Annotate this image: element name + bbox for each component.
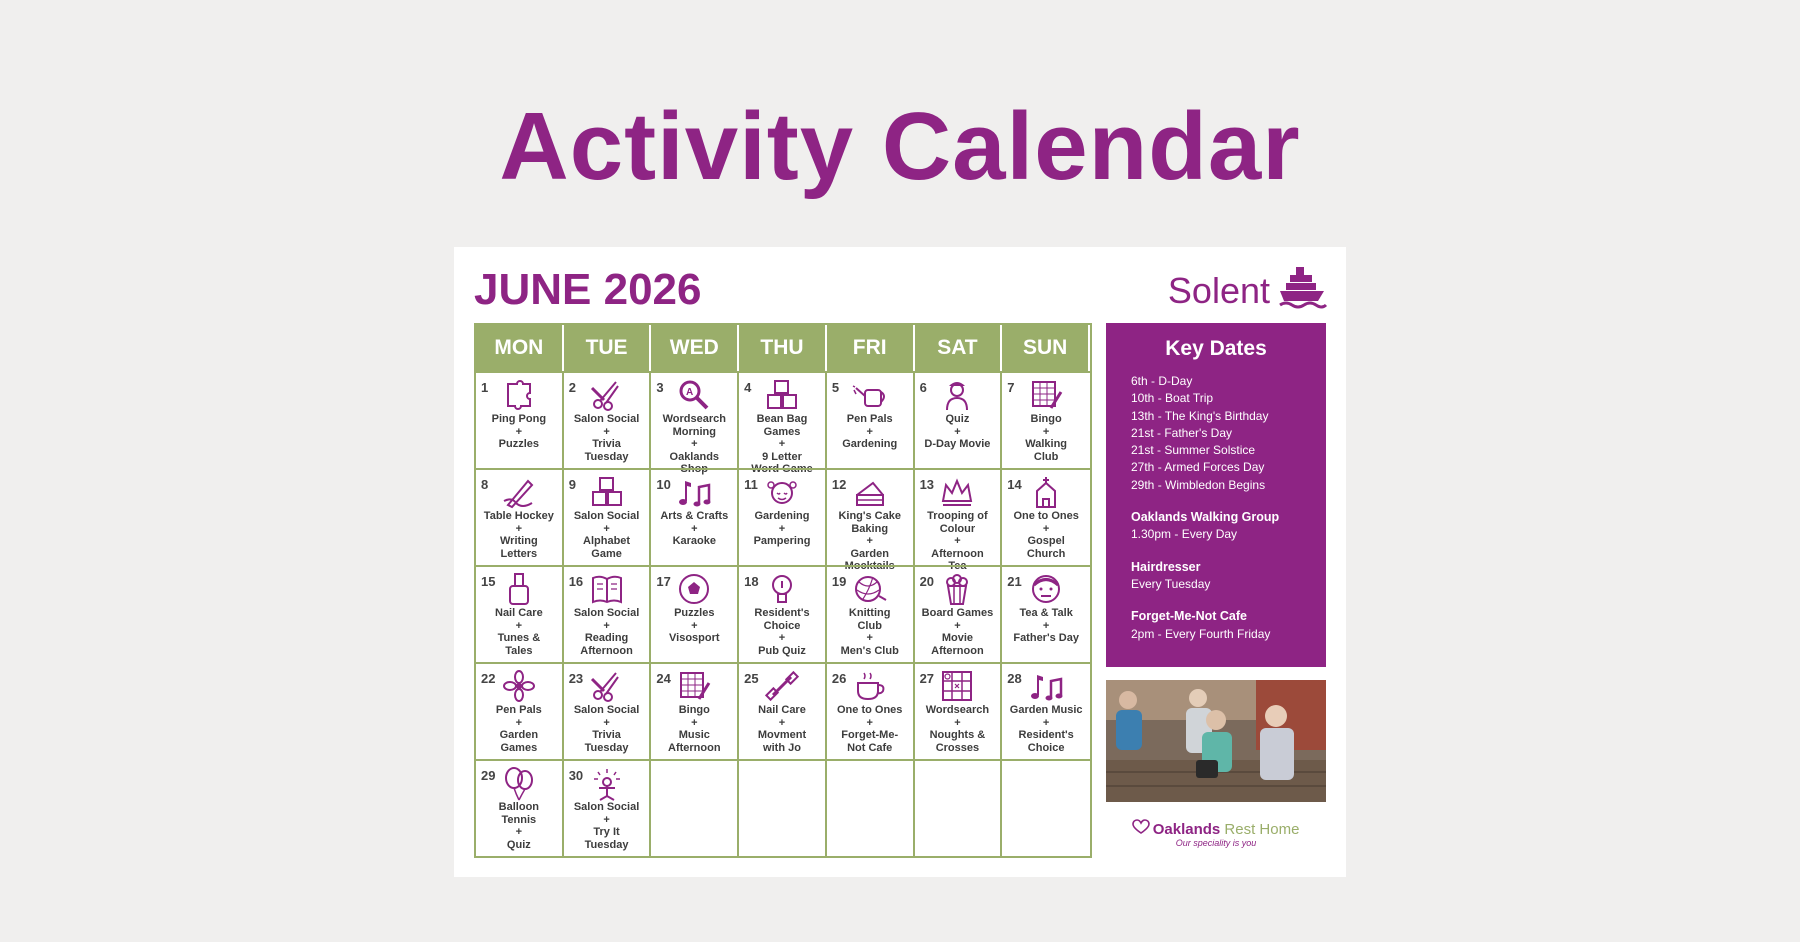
activity-line: 9 Letter [762, 450, 802, 463]
activity-line: + [1042, 619, 1050, 632]
nail-polish-icon [502, 572, 536, 606]
key-date-item: 6th - D-Day [1131, 374, 1193, 388]
day-activities [565, 801, 649, 851]
activity-line: Game [591, 547, 622, 560]
activity-line: Choice [1027, 741, 1065, 754]
day-activities [1003, 607, 1089, 645]
weekday-header-sat: SAT [915, 325, 1003, 371]
empty-cell [915, 759, 1003, 856]
day-cell-26 [827, 662, 915, 759]
activity-line: Not Cafe [847, 741, 893, 754]
activity-line: Salon Social [573, 801, 640, 813]
weekday-header-mon: MON [476, 325, 564, 371]
activity-line: Wordsearch [662, 413, 726, 425]
relaxed-face-icon [765, 475, 799, 509]
magnifier-abc-icon [677, 378, 711, 412]
teacup-icon [853, 669, 887, 703]
day-activities [740, 607, 824, 657]
day-cell-20 [915, 565, 1003, 662]
day-activities [652, 607, 736, 645]
day-number: 23 [568, 671, 584, 686]
key-section-heading: Oaklands Walking Group [1131, 510, 1280, 525]
activity-line: Club [1033, 450, 1059, 463]
day-cell-25 [739, 662, 827, 759]
activity-line: + [1042, 716, 1050, 729]
page-title: Activity Calendar [499, 93, 1301, 200]
day-activities [652, 510, 736, 548]
svg-text:A: A [686, 387, 694, 398]
music-note-icon [1029, 669, 1063, 703]
activity-line: with Jo [763, 741, 801, 754]
activity-line: D-Day Movie [924, 438, 991, 450]
day-number: 7 [1007, 380, 1015, 395]
day-activities [916, 413, 1000, 451]
day-cell-29 [476, 759, 564, 856]
day-cell-14 [1002, 468, 1090, 565]
day-activities [1003, 704, 1089, 754]
day-cell-23 [564, 662, 652, 759]
activity-line: Walking [1025, 438, 1068, 450]
day-cell-8 [476, 468, 564, 565]
key-dates-list [1131, 373, 1312, 494]
day-cell-5 [827, 371, 915, 468]
key-date-item: 13th - The King's Birthday [1131, 408, 1269, 423]
activity-line: One to Ones [837, 704, 903, 716]
activity-line: + [954, 425, 961, 438]
activity-line: Pampering [753, 535, 811, 547]
day-number: 25 [744, 671, 759, 686]
activity-line: Letters [500, 547, 538, 560]
activity-line: + [691, 716, 698, 729]
popcorn-icon [940, 572, 974, 606]
day-cell-1 [476, 371, 564, 468]
dumbbell-icon [765, 669, 799, 703]
day-activities [477, 607, 561, 657]
activity-line: Quiz [945, 413, 970, 425]
day-cell-12 [827, 468, 915, 572]
day-activities [740, 704, 824, 754]
church-icon [1029, 475, 1063, 509]
activity-line: Garden [850, 547, 889, 560]
oaklands-logo [1106, 810, 1326, 860]
ship-icon [1278, 265, 1326, 316]
activity-line: + [515, 425, 523, 438]
activity-line: Puzzles [498, 438, 540, 450]
activity-line: + [778, 438, 786, 450]
activity-line: Word Game [751, 463, 813, 475]
logo-suffix: Rest Home [1220, 821, 1300, 838]
activity-line: Tunes & [497, 632, 541, 644]
activity-line: Bean Bag [756, 413, 808, 425]
letter-blocks-icon [765, 378, 799, 412]
key-dates-title: Key Dates [1165, 337, 1267, 360]
day-cell-7 [1002, 371, 1090, 468]
activity-line: Reading [584, 632, 629, 644]
empty-cell [739, 759, 827, 856]
residents-photo [1106, 680, 1326, 802]
day-number: 13 [919, 477, 935, 492]
key-date-item: 10th - Boat Trip [1131, 391, 1214, 406]
scissors-comb-icon [590, 669, 624, 703]
activity-line: Tea [948, 560, 967, 572]
activity-line: Table Hockey [483, 510, 554, 522]
activity-line: Salon Social [573, 413, 640, 425]
day-cell-10 [651, 468, 739, 565]
logo-tagline: Our speciality is you [1175, 838, 1257, 848]
day-activities [477, 510, 561, 560]
key-sections [1131, 509, 1312, 643]
logo-name: Oaklands [1152, 821, 1221, 838]
activity-line: + [866, 425, 873, 438]
day-cell-3 [651, 371, 739, 475]
day-number: 18 [744, 574, 759, 589]
activity-line: + [691, 619, 698, 632]
weekday-header-thu: THU [739, 325, 827, 371]
activity-line: Movment [757, 729, 807, 741]
activity-line: + [603, 522, 610, 535]
day-cell-6 [915, 371, 1003, 468]
activity-line: + [515, 619, 523, 632]
activity-line: Resident's [1018, 729, 1074, 741]
activity-line: Visosport [669, 632, 720, 644]
day-cell-19 [827, 565, 915, 662]
key-section-detail: 2pm - Every Fourth Friday [1131, 626, 1271, 641]
activity-line: Bingo [1030, 413, 1062, 425]
day-number: 29 [481, 768, 496, 783]
activity-line: Tuesday [584, 838, 629, 851]
day-number: 8 [481, 477, 489, 492]
noughts-crosses-icon [940, 669, 974, 703]
activity-line: Trooping of [927, 510, 988, 522]
lightbulb-icon [765, 572, 799, 606]
activity-line: + [778, 522, 786, 535]
weekday-header-sun: SUN [1002, 325, 1090, 371]
letter-blocks-icon [590, 475, 624, 509]
day-number: 16 [568, 574, 584, 589]
day-activities [1003, 510, 1089, 560]
soldier-icon [940, 378, 974, 412]
activity-line: Balloon [498, 801, 540, 813]
activity-line: Wordsearch [925, 704, 990, 716]
activity-line: Arts & Crafts [660, 510, 729, 522]
activity-line: Try It [593, 826, 620, 838]
activity-line: + [866, 632, 873, 644]
activity-line: Afternoon [580, 644, 633, 657]
football-icon [677, 572, 711, 606]
day-number: 14 [1007, 477, 1022, 492]
day-number: 9 [568, 477, 576, 492]
crown-icon [940, 475, 974, 509]
day-activities [828, 704, 912, 754]
day-cell-27 [915, 662, 1003, 759]
activity-line: Mocktails [844, 560, 895, 572]
day-number: 5 [831, 380, 840, 395]
day-number: 4 [744, 380, 752, 395]
day-cell-17 [651, 565, 739, 662]
weekday-header-wed: WED [651, 325, 739, 371]
activity-line: + [691, 522, 698, 535]
activity-line: King's Cake [838, 510, 901, 522]
activity-line: Games [500, 741, 538, 754]
day-number: 27 [919, 671, 935, 686]
activity-line: Alphabet [583, 535, 631, 547]
activity-line: Writing [500, 535, 538, 547]
day-cell-24 [651, 662, 739, 759]
activity-line: Colour [939, 522, 976, 535]
activity-line: Quiz [506, 838, 531, 851]
activity-line: + [778, 716, 786, 729]
day-activities [652, 413, 736, 476]
activity-line: Noughts & [929, 729, 986, 741]
calendar-grid [474, 323, 1092, 858]
activity-line: + [1042, 522, 1050, 535]
activity-line: Tuesday [584, 741, 629, 754]
month-title: JUNE 2026 [474, 265, 702, 314]
activity-line: + [866, 535, 873, 547]
activity-line: Resident's [754, 607, 810, 619]
day-activities [916, 607, 1000, 657]
activity-line: One to Ones [1013, 510, 1079, 522]
day-activities [916, 510, 1000, 573]
day-cell-18 [739, 565, 827, 662]
activity-line: + [603, 813, 610, 826]
activity-line: Afternoon [931, 547, 984, 560]
activity-line: + [603, 425, 610, 438]
activity-line: Crosses [935, 741, 980, 754]
activity-line: Board Games [921, 607, 994, 619]
day-cell-2 [564, 371, 652, 468]
activity-line: Tea & Talk [1019, 607, 1073, 619]
activity-line: + [866, 716, 873, 729]
calendar-card [454, 247, 1346, 877]
activity-line: Club [857, 619, 882, 632]
activity-line: Karaoke [672, 535, 716, 547]
activity-line: Nail Care [758, 704, 806, 716]
day-number: 28 [1007, 671, 1022, 686]
key-date-item: 21st - Father's Day [1131, 425, 1232, 440]
empty-cell [1002, 759, 1090, 856]
key-date-item: 27th - Armed Forces Day [1131, 460, 1265, 475]
activity-line: Forget-Me- [841, 729, 899, 741]
empty-cell [651, 759, 739, 856]
day-activities [1003, 413, 1089, 463]
puzzle-icon [502, 378, 536, 412]
day-number: 1 [481, 380, 489, 395]
day-activities [740, 413, 824, 476]
day-number: 24 [656, 671, 671, 686]
activity-line: Choice [763, 619, 801, 632]
activity-line: Baking [851, 522, 889, 535]
brand-name: Solent [1167, 269, 1270, 311]
activity-line: + [954, 716, 961, 729]
activity-line: Garden [499, 729, 539, 741]
activity-line: Puzzles [674, 607, 715, 619]
day-cell-11 [739, 468, 827, 565]
balloons-icon [502, 766, 536, 800]
writing-hand-icon [502, 475, 536, 509]
activity-line: + [515, 826, 523, 838]
key-section-heading: Hairdresser [1131, 559, 1201, 574]
activity-line: + [778, 632, 786, 644]
key-section-detail: 1.30pm - Every Day [1131, 527, 1238, 542]
weekday-header-fri: FRI [827, 325, 915, 371]
day-activities [828, 413, 912, 451]
activity-line: Ping Pong [491, 413, 547, 425]
day-number: 15 [481, 574, 496, 589]
flower-icon [502, 669, 536, 703]
activity-line: + [515, 716, 523, 729]
day-number: 10 [656, 477, 671, 492]
activity-line: Pub Quiz [758, 644, 806, 657]
day-cell-30 [564, 759, 652, 856]
day-activities [652, 704, 736, 754]
activity-line: Afternoon [668, 741, 721, 754]
activity-line: Shop [680, 463, 709, 475]
day-activities [916, 704, 1000, 754]
day-number: 21 [1007, 574, 1022, 589]
activity-line: + [603, 716, 610, 729]
watering-can-icon [853, 378, 887, 412]
day-activities [740, 510, 824, 548]
day-cell-21 [1002, 565, 1090, 662]
heart-icon [1133, 821, 1153, 838]
day-number: 19 [831, 574, 847, 589]
day-number: 17 [656, 574, 671, 589]
activity-line: + [691, 438, 698, 450]
activity-line: Tales [505, 644, 533, 657]
activity-line: + [1042, 425, 1050, 438]
activity-line: Music [678, 729, 710, 741]
activity-line: Gospel [1027, 535, 1065, 547]
activity-line: Garden Music [1009, 704, 1083, 716]
day-cell-28 [1002, 662, 1090, 759]
day-activities [828, 607, 912, 657]
day-number: 22 [481, 671, 496, 686]
activity-line: Men's Club [840, 644, 899, 657]
bingo-card-icon [1029, 378, 1063, 412]
day-number: 12 [831, 477, 847, 492]
day-cell-15 [476, 565, 564, 662]
activity-line: Salon Social [573, 607, 640, 619]
empty-cell [827, 759, 915, 856]
activity-line: Knitting [848, 607, 891, 619]
activity-line: + [954, 535, 961, 547]
day-activities [565, 510, 649, 560]
day-number: 11 [744, 477, 758, 492]
activity-line: Trivia [592, 438, 621, 450]
activity-line: Trivia [592, 729, 621, 741]
day-number: 2 [568, 380, 576, 395]
day-activities [477, 801, 561, 851]
day-activities [565, 607, 649, 657]
day-cell-16 [564, 565, 652, 662]
activity-line: + [954, 619, 961, 632]
activity-line: + [515, 522, 523, 535]
activity-line: Father's Day [1013, 632, 1079, 644]
activity-line: Gardening [842, 438, 898, 450]
day-activities [828, 510, 912, 573]
man-face-icon [1029, 572, 1063, 606]
activity-line: Salon Social [573, 704, 640, 716]
day-activities [477, 413, 561, 451]
yarn-ball-icon [853, 572, 887, 606]
activity-line: Oaklands [669, 450, 720, 463]
day-cell-9 [564, 468, 652, 565]
activity-line: + [603, 619, 610, 632]
activity-line: Movie [941, 632, 974, 644]
celebration-icon [590, 766, 624, 800]
bingo-card-icon [677, 669, 711, 703]
key-section-heading: Forget-Me-Not Cafe [1131, 609, 1247, 624]
music-note-icon [677, 475, 711, 509]
open-book-icon [590, 572, 624, 606]
brand [1168, 265, 1326, 316]
day-number: 30 [568, 768, 584, 783]
activity-line: Pen Pals [495, 704, 542, 716]
day-number: 20 [919, 574, 935, 589]
key-section-detail: Every Tuesday [1131, 576, 1211, 591]
key-date-item: 21st - Summer Solstice [1131, 443, 1256, 458]
activity-line: Salon Social [573, 510, 640, 522]
key-dates-panel [1106, 323, 1326, 667]
day-cell-13 [915, 468, 1003, 572]
key-date-item: 29th - Wimbledon Begins [1131, 477, 1266, 492]
activity-line: Church [1026, 547, 1066, 560]
activity-line: Afternoon [931, 644, 984, 657]
day-cell-22 [476, 662, 564, 759]
activity-line: Nail Care [495, 607, 543, 619]
activity-line: Gardening [754, 510, 810, 522]
scissors-comb-icon [590, 378, 624, 412]
day-number: 3 [656, 380, 664, 395]
day-cell-4 [739, 371, 827, 475]
activity-line: Games [763, 425, 801, 438]
activity-line: Bingo [678, 704, 710, 716]
day-number: 6 [919, 380, 927, 395]
day-activities [565, 704, 649, 754]
activity-line: Tuesday [584, 450, 629, 463]
weekday-header-tue: TUE [564, 325, 652, 371]
day-activities [565, 413, 649, 463]
activity-line: Tennis [501, 813, 537, 826]
cake-icon [853, 475, 887, 509]
day-activities [477, 704, 561, 754]
day-number: 26 [831, 671, 847, 686]
activity-line: Pen Pals [846, 413, 893, 425]
activity-line: Morning [672, 425, 716, 438]
